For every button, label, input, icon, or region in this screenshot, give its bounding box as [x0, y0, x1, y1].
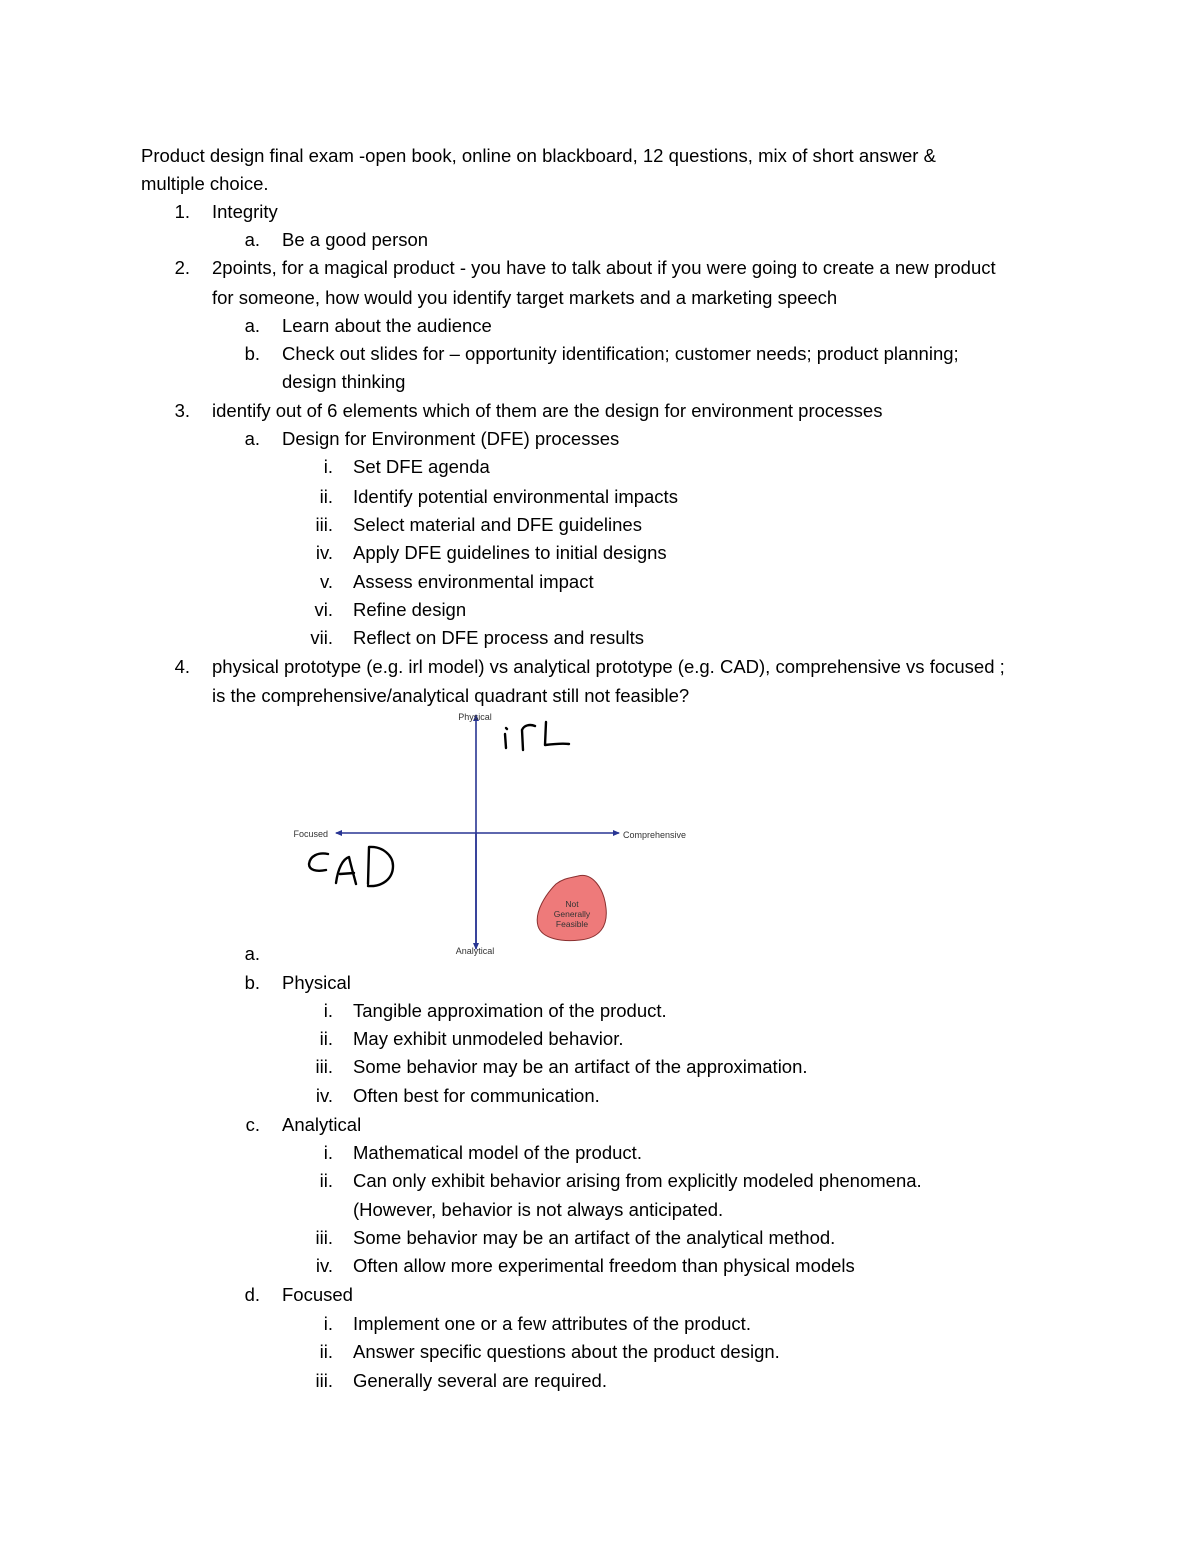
item-4c-iii-marker: iii.	[315, 1227, 333, 1248]
handwritten-irl-annotation	[505, 722, 569, 750]
item-4d-ii-marker: ii.	[319, 1341, 333, 1362]
item-4d-i-marker: i.	[323, 1313, 333, 1334]
item-4-marker: 4.	[174, 656, 190, 677]
item-4b-text: Physical	[282, 972, 351, 993]
item-4c-ii-text: Can only exhibit behavior arising from explicitly modeled phenomena.	[353, 1170, 922, 1191]
item-4a-marker: a.	[244, 943, 260, 964]
item-2-text-2: for someone, how would you identify target markets and a marketing speech	[212, 287, 838, 308]
item-3a-iii-marker: iii.	[315, 514, 333, 535]
item-2a-text: Learn about the audience	[282, 315, 492, 336]
axis-label-analytical: Analytical	[455, 946, 495, 956]
item-4d-iii-marker: iii.	[315, 1370, 333, 1391]
intro-line-2: multiple choice.	[141, 173, 269, 194]
item-3a-vii-marker: vii.	[310, 627, 333, 648]
axis-label-focused: Focused	[293, 829, 328, 839]
item-1a-marker: a.	[244, 229, 260, 250]
axis-label-physical: Physical	[458, 712, 492, 722]
item-3a-v-marker: v.	[319, 571, 333, 592]
item-4b-i-text: Tangible approximation of the product.	[353, 1000, 667, 1021]
item-4b-iv-text: Often best for communication.	[353, 1085, 600, 1106]
item-2b-text-2: design thinking	[282, 371, 406, 392]
item-2b-marker: b.	[244, 343, 260, 364]
item-4c-text: Analytical	[282, 1114, 362, 1135]
handwritten-cad-annotation	[309, 847, 393, 886]
item-4d-marker: d.	[244, 1284, 260, 1305]
item-4b-ii-marker: ii.	[319, 1028, 333, 1049]
item-3a-text: Design for Environment (DFE) processes	[282, 428, 620, 449]
item-4d-ii-text: Answer specific questions about the product design.	[353, 1341, 780, 1362]
item-4d-i-text: Implement one or a few attributes of the product.	[353, 1313, 751, 1334]
item-3a-iv-marker: iv.	[315, 542, 333, 563]
item-3a-iv-text: Apply DFE guidelines to initial designs	[353, 542, 667, 563]
item-1-text: Integrity	[212, 201, 278, 222]
item-4b-marker: b.	[244, 972, 260, 993]
item-2-marker: 2.	[174, 257, 190, 278]
item-3a-vi-text: Refine design	[353, 599, 467, 620]
item-3a-i-text: Set DFE agenda	[353, 456, 490, 477]
prototype-quadrant-diagram	[280, 708, 700, 964]
item-4c-ii-continuation: (However, behavior is not always anticipated.	[353, 1199, 724, 1220]
item-4b-iii-text: Some behavior may be an artifact of the approximation.	[353, 1056, 808, 1077]
item-4c-iv-marker: iv.	[315, 1255, 333, 1276]
item-4b-ii-text: May exhibit unmodeled behavior.	[353, 1028, 624, 1049]
item-2b-text-1: Check out slides for – opportunity identification; customer needs; product planning;	[282, 343, 959, 364]
item-3a-ii-marker: ii.	[319, 486, 333, 507]
item-3a-ii-text: Identify potential environmental impacts	[353, 486, 678, 507]
item-4-text-1: physical prototype (e.g. irl model) vs analytical prototype (e.g. CAD), comprehensive vs focused ;	[212, 656, 1005, 677]
item-4b-iii-marker: iii.	[315, 1056, 333, 1077]
item-3a-marker: a.	[244, 428, 260, 449]
item-4c-i-marker: i.	[323, 1142, 333, 1163]
item-2-text-1: 2points, for a magical product - you have to talk about if you were going to create a new product	[212, 257, 996, 278]
blob-label-line-3: Feasible	[555, 919, 589, 929]
item-4c-marker: c.	[245, 1114, 260, 1135]
item-3a-vi-marker: vi.	[314, 599, 333, 620]
item-3-marker: 3.	[174, 400, 190, 421]
item-4c-i-text: Mathematical model of the product.	[353, 1142, 642, 1163]
item-3a-iii-text: Select material and DFE guidelines	[353, 514, 642, 535]
item-3a-v-text: Assess environmental impact	[353, 571, 594, 592]
item-1a-text: Be a good person	[282, 229, 429, 250]
item-4c-iii-text: Some behavior may be an artifact of the analytical method.	[353, 1227, 836, 1248]
blob-label-line-1: Not	[565, 899, 579, 909]
item-3a-i-marker: i.	[323, 456, 333, 477]
blob-label-line-2: Generally	[553, 909, 591, 919]
item-1-marker: 1.	[174, 201, 190, 222]
item-4b-iv-marker: iv.	[315, 1085, 333, 1106]
intro-line-1: Product design final exam -open book, online on blackboard, 12 questions, mix of short answer &	[141, 145, 936, 166]
item-4d-iii-text: Generally several are required.	[353, 1370, 607, 1391]
item-4b-i-marker: i.	[323, 1000, 333, 1021]
item-3a-vii-text: Reflect on DFE process and results	[353, 627, 644, 648]
axis-label-comprehensive: Comprehensive	[623, 830, 687, 840]
item-2a-marker: a.	[244, 315, 260, 336]
item-4-text-2: is the comprehensive/analytical quadrant still not feasible?	[212, 685, 690, 706]
item-4c-iv-text: Often allow more experimental freedom than physical models	[353, 1255, 855, 1276]
item-4c-ii-marker: ii.	[319, 1170, 333, 1191]
item-3-text: identify out of 6 elements which of them are the design for environment processes	[212, 400, 883, 421]
item-4d-text: Focused	[282, 1284, 353, 1305]
